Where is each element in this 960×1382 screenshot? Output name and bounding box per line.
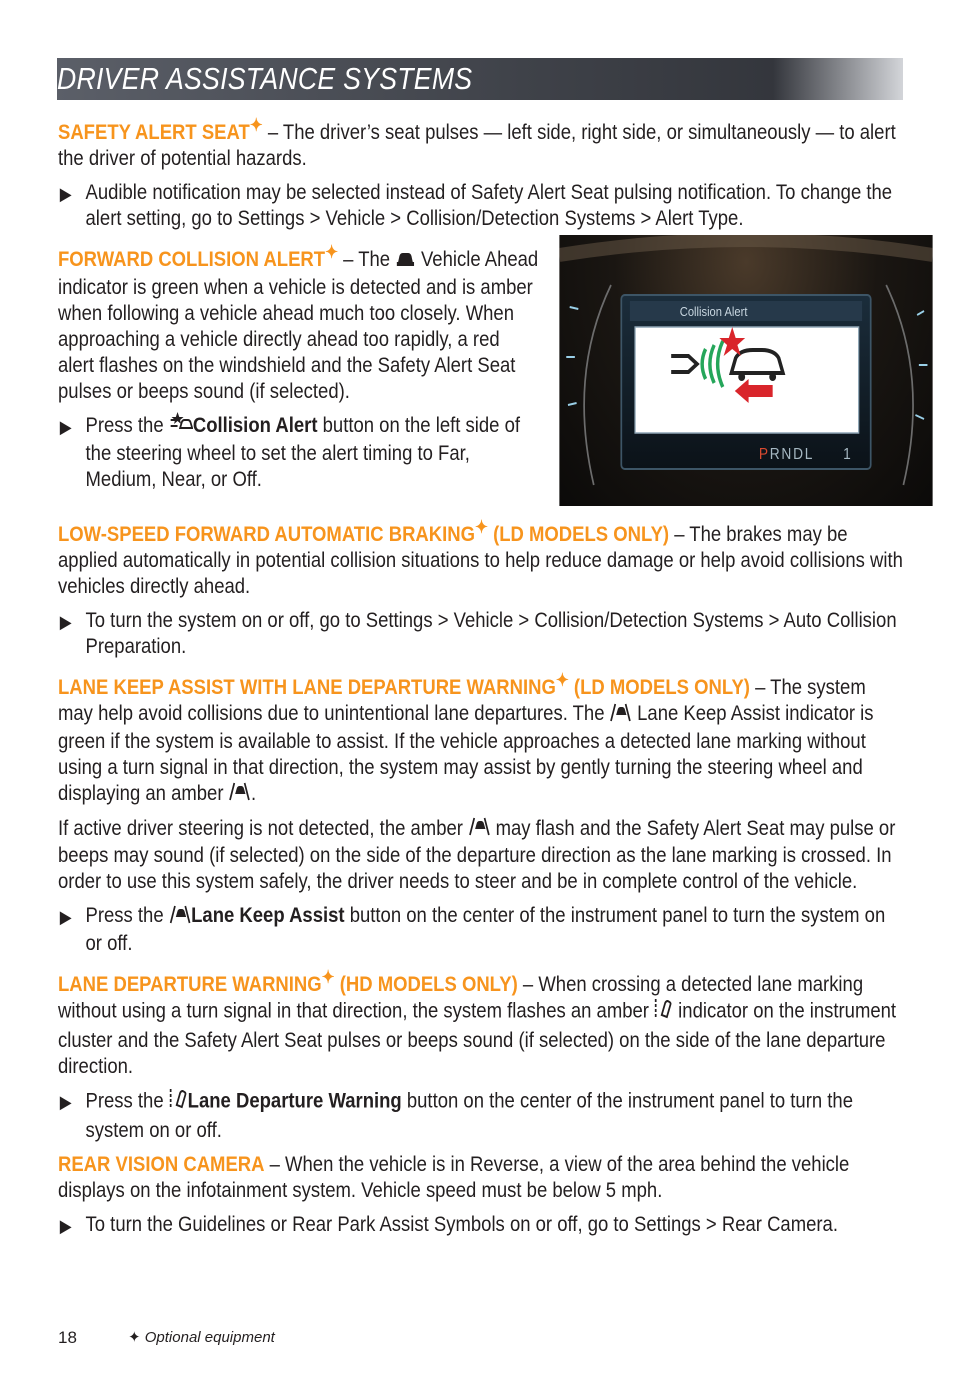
optional-marker: ✦ — [128, 1329, 141, 1346]
collision-alert-label: Collision Alert — [192, 412, 318, 437]
lane-departure-bullet — [58, 1087, 903, 1143]
safety-alert-seat-text: – The driver’s seat pulses — left side, right side, or simultaneously — to alert the driver of potential hazards. — [58, 120, 896, 171]
lane-keep-para2-a: If active driver steering is not detected, the amber — [58, 816, 469, 841]
forward-collision-text-a: – The — [337, 247, 396, 272]
page-title: DRIVER ASSISTANCE SYSTEMS — [57, 61, 473, 96]
bullet-text: To turn the system on or off, go to Settings > Vehicle > Collision/Detection Systems > Auto Collision Preparation. — [85, 608, 897, 659]
gear-number: 1 — [843, 445, 851, 464]
bullet-text-a: Press the — [85, 412, 169, 437]
low-speed-braking-paragraph — [58, 514, 903, 599]
lane-keep-bullet — [58, 902, 903, 955]
lane-keep-paragraph — [58, 667, 903, 807]
lane-keep-text-a: – The system may help avoid collisions due to unintentional lane departures. The — [58, 675, 866, 726]
rear-camera-paragraph — [58, 1151, 903, 1203]
forward-collision-bullet — [58, 412, 903, 492]
low-speed-braking-bullet — [58, 607, 903, 659]
section-header-bar — [57, 58, 903, 100]
bullet-arrow-icon: ▶ — [59, 184, 72, 205]
vehicle-ahead-icon — [395, 248, 416, 274]
optional-marker: ✦ — [555, 670, 569, 691]
forward-collision-heading: FORWARD COLLISION ALERT — [58, 247, 326, 272]
heading-suffix: (LD MODELS ONLY) — [487, 522, 670, 547]
optional-marker: ✦ — [249, 115, 263, 135]
low-speed-braking-text: – The brakes may be applied automatically in potential collision situations to help reduce damage or help avoid collisions with vehicles directly ahead. — [58, 522, 903, 599]
rear-camera-bullet — [58, 1211, 903, 1237]
forward-collision-text-b: Vehicle Ahead indicator is green when a vehicle is detected and is amber when following a vehicle ahead much too closely. When approaching a vehicle directly ahead too rapidly, a red alert flashes on the windshield and the Safety Alert Seat pulses or beeps sound (if selected). — [58, 247, 539, 403]
bullet-text-a: Press the — [85, 903, 169, 928]
safety-alert-seat-heading: SAFETY ALERT SEAT — [58, 120, 250, 145]
lane-keep-assist-icon — [169, 904, 191, 930]
lane-keep-assist-label: Lane Keep Assist — [191, 903, 345, 928]
bullet-arrow-icon: ▶ — [59, 1215, 72, 1236]
lane-departure-warning-icon — [654, 997, 673, 1027]
lane-departure-text-b: indicator on the instrument cluster and the Safety Alert Seat pulses or beeps sound (if selected) on the side of the lane departure direction. — [58, 998, 897, 1078]
gear-rest: RNDL — [769, 445, 815, 464]
low-speed-braking-heading: LOW-SPEED FORWARD AUTOMATIC BRAKING — [58, 522, 476, 547]
lane-keep-assist-icon — [229, 781, 251, 807]
optional-marker: ✦ — [475, 517, 488, 538]
lane-keep-text-c: . — [250, 780, 257, 805]
rear-camera-heading: REAR VISION CAMERA — [58, 1151, 265, 1176]
lane-keep-paragraph-2 — [58, 815, 903, 894]
heading-suffix: (LD MODELS ONLY) — [568, 675, 750, 700]
page-number: 18 — [58, 1328, 77, 1347]
lane-departure-warning-label: Lane Departure Warning — [187, 1088, 402, 1113]
bullet-text-b: button on the center of the instrument panel to turn the system on or off. — [85, 903, 886, 955]
safety-alert-seat-bullet — [58, 179, 903, 231]
lane-keep-assist-icon — [468, 816, 490, 842]
content — [58, 112, 904, 1245]
lane-departure-paragraph — [58, 964, 903, 1079]
bullet-text-a: Press the — [85, 1088, 169, 1113]
lane-departure-text-a: – When crossing a detected lane marking without using a turn signal in that direction, the system flashes an amber — [58, 971, 864, 1023]
lane-departure-heading: LANE DEPARTURE WARNING — [58, 971, 322, 996]
footer-note-text: Optional equipment — [140, 1329, 275, 1346]
footer-note — [128, 1328, 275, 1346]
lane-keep-para2-b: may flash and the Safety Alert Seat may pulse or beeps may sound (if selected) on the side of the departure direction as the lane marking is crossed. In order to use this system safely, the driver needs to steer and be in complete control of the vehicle. — [58, 816, 896, 894]
bullet-arrow-icon: ▶ — [59, 1091, 72, 1112]
bullet-text-b: button on the left side of the steering wheel to set the alert timing to Far, Medium, Near, or Off. — [85, 412, 521, 491]
lane-keep-assist-icon — [610, 702, 632, 728]
lane-departure-warning-icon — [169, 1087, 188, 1117]
lane-keep-text-b: Lane Keep Assist indicator is green if the system is available to assist. If the vehicle approaches a detected lane marking without using a turn signal in that direction, the system may assist by gently turning the steering wheel and displaying an amber — [58, 701, 874, 805]
optional-marker: ✦ — [321, 966, 335, 987]
optional-marker: ✦ — [325, 242, 338, 263]
safety-alert-seat-paragraph — [58, 112, 903, 171]
bullet-text: To turn the Guidelines or Rear Park Assist Symbols on or off, go to Settings > Rear Camera. — [85, 1211, 838, 1236]
bullet-text-b: button on the center of the instrument panel to turn the system on or off. — [85, 1088, 853, 1142]
bullet-arrow-icon: ▶ — [59, 416, 72, 437]
display-title: Collision Alert — [679, 304, 748, 320]
gear-park: P — [758, 445, 770, 464]
rear-camera-text: – When the vehicle is in Reverse, a view of the area behind the vehicle displays on the infotainment system. Vehicle speed must be below 5 mph. — [58, 1151, 850, 1202]
bullet-text: Audible notification may be selected instead of Safety Alert Seat pulsing notification. To change the alert setting, go to Settings > Vehicle > Collision/Detection Systems > Alert Type. — [85, 180, 893, 231]
collision-alert-icon — [169, 412, 193, 440]
bullet-arrow-icon: ▶ — [59, 907, 72, 928]
heading-suffix: (HD MODELS ONLY) — [334, 971, 518, 996]
lane-keep-heading: LANE KEEP ASSIST WITH LANE DEPARTURE WARNING — [58, 675, 556, 700]
bullet-arrow-icon: ▶ — [59, 612, 72, 633]
